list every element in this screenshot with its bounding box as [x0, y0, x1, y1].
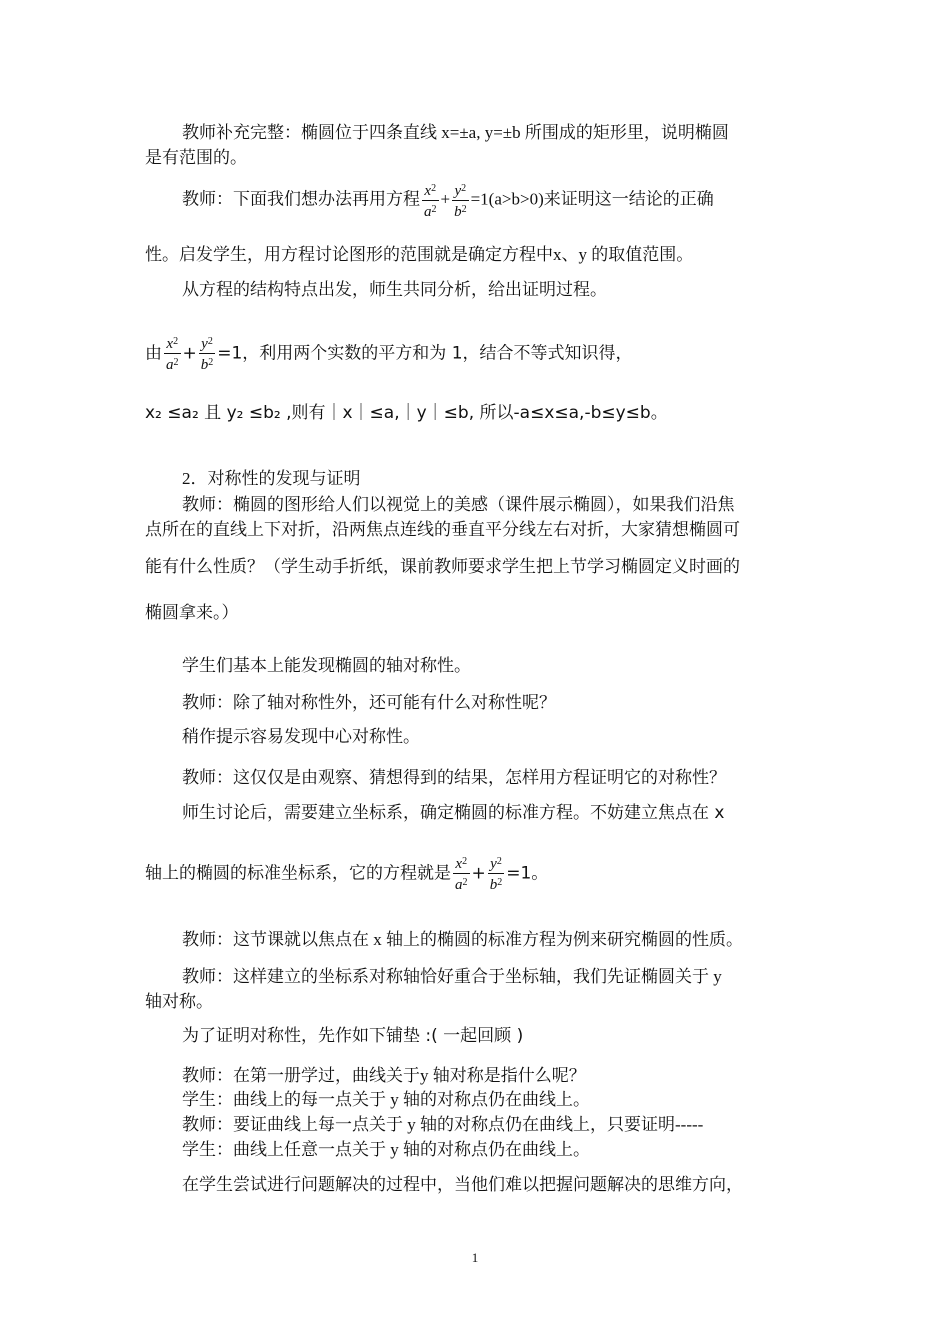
fraction-y: $\frac{y^2}{b^2}$ [199, 333, 216, 374]
text-line: 稍作提示容易发现中心对称性。 [182, 727, 420, 747]
text-line: 性。启发学生，用方程讨论图形的范围就是确定方程中x、y 的取值范围。 [145, 245, 694, 264]
equation-suffix: =1。 [506, 863, 549, 884]
plus-sign: + [440, 189, 451, 209]
equation-line [145, 853, 548, 894]
text-line: 教师补充完整：椭圆位于四条直线 x=±a, y=±b 所围成的矩形里，说明椭圆 [182, 123, 729, 142]
text-line: 师生讨论后，需要建立坐标系，确定椭圆的标准方程。不妨建立焦点在 x [182, 803, 725, 823]
equation-suffix: =1，利用两个实数的平方和为 1，结合不等式知识得， [217, 343, 633, 364]
text-line: 为了证明对称性，先作如下铺垫 :( 一起回顾 ) [182, 1026, 524, 1046]
text-line: 在学生尝试进行问题解决的过程中，当他们难以把握问题解决的思维方向， [182, 1175, 743, 1195]
text-line: 教师：这样建立的坐标系对称轴恰好重合于坐标轴，我们先证椭圆关于 y [182, 967, 722, 986]
equation-prefix: 由 [145, 343, 162, 364]
text-line: 学生：曲线上任意一点关于 y 轴的对称点仍在曲线上。 [182, 1140, 590, 1159]
text-line: 学生们基本上能发现椭圆的轴对称性。 [182, 656, 471, 676]
fraction-x: $\frac{x^2}{a^2}$ [453, 853, 470, 894]
text-line: 教师：要证曲线上每一点关于 y 轴的对称点仍在曲线上，只要证明----- [182, 1115, 704, 1134]
inequality-line: x₂ ≤a₂ 且 y₂ ≤b₂ ,则有｜x｜≤a,｜y｜≤b, 所以-a≤x≤a,-b≤y≤b。 [145, 403, 668, 423]
section-heading: 2．对称性的发现与证明 [182, 469, 361, 488]
text-line: 点所在的直线上下对折，沿两焦点连线的垂直平分线左右对折，大家猜想椭圆可 [145, 520, 740, 539]
plus-sign: + [471, 863, 486, 884]
text-line: 从方程的结构特点出发，师生共同分析，给出证明过程。 [182, 280, 607, 300]
equation-line [145, 333, 633, 374]
text-line: 教师：在第一册学过，曲线关于y 轴对称是指什么呢？ [182, 1066, 586, 1085]
page-number: 1 [471, 1250, 479, 1265]
text-line: 教师：除了轴对称性外，还可能有什么对称性呢？ [182, 693, 556, 712]
fraction-x: $\frac{x^2}{a^2}$ [422, 180, 439, 221]
fraction-y: $\frac{y^2}{b^2}$ [452, 180, 469, 221]
text-line: 教师：这节课就以焦点在 x 轴上的椭圆的标准方程为例来研究椭圆的性质。 [182, 930, 743, 949]
text-line: 学生：曲线上的每一点关于 y 轴的对称点仍在曲线上。 [182, 1090, 590, 1109]
text-line: 是有范围的。 [145, 148, 247, 167]
text-line: 教师：椭圆的图形给人们以视觉上的美感（课件展示椭圆），如果我们沿焦 [182, 495, 735, 514]
equation-suffix: =1(a>b>0)来证明这一结论的正确 [470, 189, 714, 209]
equation-line [182, 180, 714, 221]
fraction-x: $\frac{x^2}{a^2}$ [164, 333, 181, 374]
fraction-y: $\frac{y^2}{b^2}$ [488, 853, 505, 894]
text-line: 教师：这仅仅是由观察、猜想得到的结果，怎样用方程证明它的对称性？ [182, 768, 726, 787]
equation-prefix: 教师：下面我们想办法再用方程 [182, 189, 420, 209]
plus-sign: + [182, 343, 197, 364]
text-line: 能有什么性质？（学生动手折纸，课前教师要求学生把上节学习椭圆定义时画的 [145, 557, 740, 577]
text-line: 轴对称。 [145, 992, 213, 1011]
text-line: 椭圆拿来。） [145, 603, 239, 623]
equation-prefix: 轴上的椭圆的标准坐标系，它的方程就是 [145, 863, 451, 884]
